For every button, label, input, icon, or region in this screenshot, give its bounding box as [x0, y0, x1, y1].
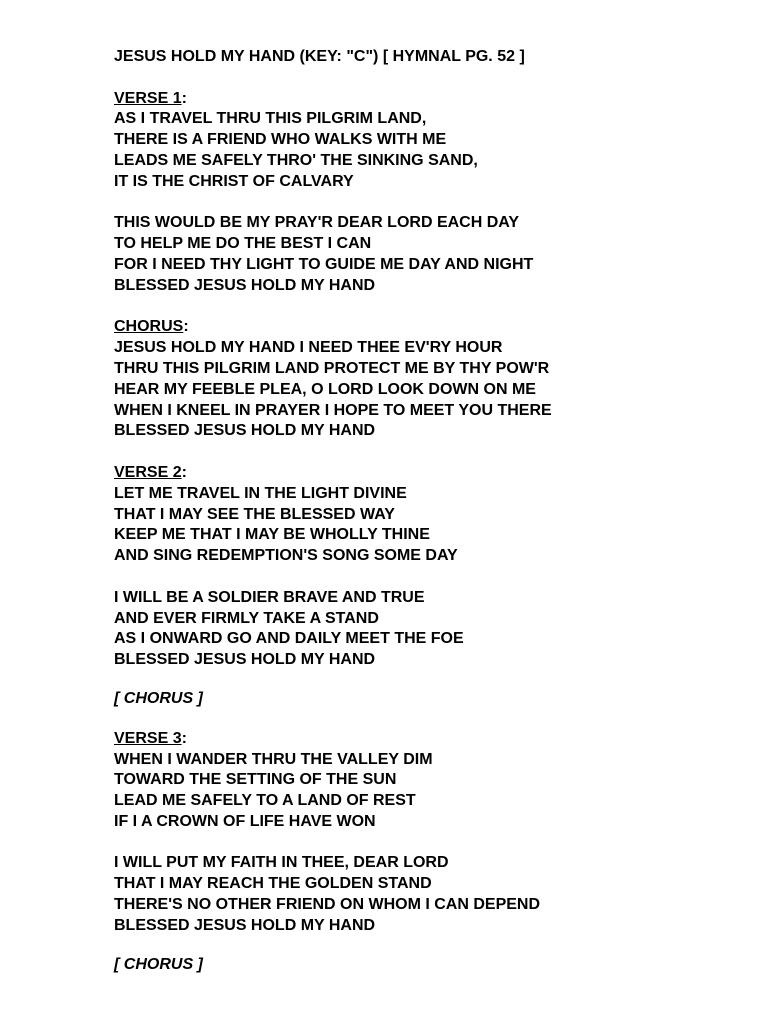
verse-3-label: VERSE 3	[114, 729, 182, 747]
verse-2-heading	[114, 463, 754, 484]
verse-2-line: I WILL BE A SOLDIER BRAVE AND TRUE	[114, 588, 425, 606]
chorus-reference: [ CHORUS ]	[114, 690, 203, 708]
verse-2-line: LET ME TRAVEL IN THE LIGHT DIVINE	[114, 484, 407, 502]
verse-1-line: THERE IS A FRIEND WHO WALKS WITH ME	[114, 131, 447, 149]
chorus-line: BLESSED JESUS HOLD MY HAND	[114, 422, 376, 440]
spacer	[114, 68, 754, 89]
chorus-line: JESUS HOLD MY HAND I NEED THEE EV'RY HOUR	[114, 339, 503, 357]
heading-colon: :	[181, 89, 187, 107]
verse-3-line: BLESSED JESUS HOLD MY HAND	[114, 916, 376, 934]
verse-1-line: THIS WOULD BE MY PRAY'R DEAR LORD EACH DAY	[114, 214, 520, 232]
spacer	[114, 937, 754, 956]
lyrics-document	[114, 47, 754, 976]
verse-1-line: IT IS THE CHRIST OF CALVARY	[114, 172, 354, 190]
verse-3-heading	[114, 729, 754, 750]
chorus-heading	[114, 317, 754, 338]
verse-3-line: I WILL PUT MY FAITH IN THEE, DEAR LORD	[114, 854, 449, 872]
verse-3-line: LEAD ME SAFELY TO A LAND OF REST	[114, 792, 416, 810]
spacer	[114, 710, 754, 729]
heading-colon: :	[181, 729, 187, 747]
song-title: JESUS HOLD MY HAND (KEY: "C") [ HYMNAL PG. 52 ]	[114, 48, 525, 65]
verse-1-heading	[114, 89, 754, 110]
chorus-reference: [ CHORUS ]	[114, 956, 203, 974]
spacer	[114, 567, 754, 588]
chorus-line: HEAR MY FEEBLE PLEA, O LORD LOOK DOWN ON ME	[114, 380, 536, 398]
verse-1-line: LEADS ME SAFELY THRO' THE SINKING SAND,	[114, 151, 478, 169]
verse-3-line: IF I A CROWN OF LIFE HAVE WON	[114, 812, 376, 830]
verse-1-line: TO HELP ME DO THE BEST I CAN	[114, 235, 372, 253]
spacer	[114, 193, 754, 214]
verse-1-line: FOR I NEED THY LIGHT TO GUIDE ME DAY AND NIGHT	[114, 255, 534, 273]
verse-3-line: TOWARD THE SETTING OF THE SUN	[114, 771, 397, 789]
heading-colon: :	[181, 463, 187, 481]
verse-2-line: KEEP ME THAT I MAY BE WHOLLY THINE	[114, 526, 430, 544]
spacer	[114, 442, 754, 463]
chorus-line: THRU THIS PILGRIM LAND PROTECT ME BY THY POW'R	[114, 359, 550, 377]
heading-colon: :	[183, 318, 189, 336]
chorus-label: CHORUS	[114, 318, 184, 336]
verse-2-line: THAT I MAY SEE THE BLESSED WAY	[114, 505, 395, 523]
verse-3-line: WHEN I WANDER THRU THE VALLEY DIM	[114, 750, 433, 768]
verse-1-line: BLESSED JESUS HOLD MY HAND	[114, 276, 376, 294]
spacer	[114, 297, 754, 318]
verse-2-label: VERSE 2	[114, 463, 182, 481]
verse-2-line: BLESSED JESUS HOLD MY HAND	[114, 651, 376, 669]
chorus-line: WHEN I KNEEL IN PRAYER I HOPE TO MEET YOU THERE	[114, 401, 552, 419]
verse-2-line: AS I ONWARD GO AND DAILY MEET THE FOE	[114, 630, 464, 648]
spacer	[114, 833, 754, 854]
verse-2-line: AND SING REDEMPTION'S SONG SOME DAY	[114, 547, 458, 565]
spacer	[114, 671, 754, 690]
verse-1-label: VERSE 1	[114, 89, 182, 107]
verse-1-line: AS I TRAVEL THRU THIS PILGRIM LAND,	[114, 110, 427, 128]
verse-3-line: THAT I MAY REACH THE GOLDEN STAND	[114, 875, 432, 893]
verse-3-line: THERE'S NO OTHER FRIEND ON WHOM I CAN DEPEND	[114, 896, 541, 914]
verse-2-line: AND EVER FIRMLY TAKE A STAND	[114, 609, 379, 627]
